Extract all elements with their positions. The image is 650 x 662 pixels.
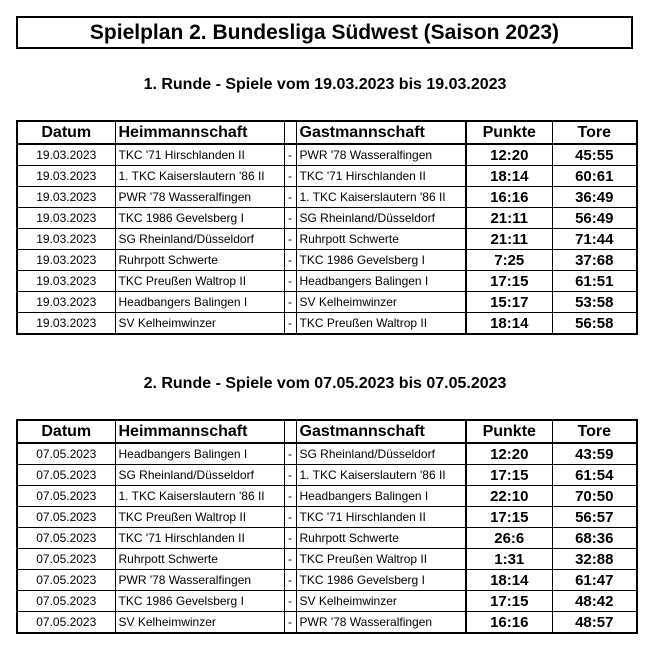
match-points: 17:15: [466, 271, 552, 292]
match-goals: 45:55: [552, 144, 637, 166]
away-team: TKC 1986 Gevelsberg I: [296, 250, 466, 271]
match-date: 07.05.2023: [17, 486, 115, 507]
away-team: Headbangers Balingen I: [296, 271, 466, 292]
match-date: 07.05.2023: [17, 612, 115, 634]
match-date: 19.03.2023: [17, 144, 115, 166]
away-team: TKC '71 Hirschlanden II: [296, 507, 466, 528]
separator: -: [284, 166, 296, 187]
separator: -: [284, 591, 296, 612]
header-datum: Datum: [17, 121, 115, 144]
away-team: Ruhrpott Schwerte: [296, 528, 466, 549]
table-row: [17, 313, 637, 335]
round-1-title: 1. Runde - Spiele vom 19.03.2023 bis 19.03.2023: [143, 76, 507, 93]
table-row: [17, 612, 637, 634]
header-gastmannschaft: Gastmannschaft: [296, 121, 466, 144]
header-gastmannschaft: Gastmannschaft: [296, 420, 466, 443]
away-team: SV Kelheimwinzer: [296, 292, 466, 313]
match-goals: 32:88: [552, 549, 637, 570]
match-date: 07.05.2023: [17, 465, 115, 486]
table-header-row: [17, 121, 637, 144]
table-header-row: [17, 420, 637, 443]
match-date: 19.03.2023: [17, 250, 115, 271]
home-team: SV Kelheimwinzer: [115, 612, 284, 634]
away-team: TKC '71 Hirschlanden II: [296, 166, 466, 187]
match-points: 18:14: [466, 166, 552, 187]
home-team: 1. TKC Kaiserslautern '86 II: [115, 486, 284, 507]
away-team: PWR '78 Wasseralfingen: [296, 144, 466, 166]
header-separator: [284, 420, 296, 443]
separator: -: [284, 144, 296, 166]
away-team: Headbangers Balingen I: [296, 486, 466, 507]
match-points: 21:11: [466, 229, 552, 250]
match-date: 07.05.2023: [17, 528, 115, 549]
home-team: SG Rheinland/Düsseldorf: [115, 465, 284, 486]
match-points: 17:15: [466, 591, 552, 612]
away-team: TKC Preußen Waltrop II: [296, 549, 466, 570]
table-row: [17, 486, 637, 507]
table-row: [17, 187, 637, 208]
home-team: TKC '71 Hirschlanden II: [115, 144, 284, 166]
separator: -: [284, 549, 296, 570]
match-date: 19.03.2023: [17, 208, 115, 229]
home-team: Ruhrpott Schwerte: [115, 250, 284, 271]
separator: -: [284, 528, 296, 549]
match-points: 26:6: [466, 528, 552, 549]
away-team: TKC 1986 Gevelsberg I: [296, 570, 466, 591]
match-points: 18:14: [466, 313, 552, 335]
match-goals: 68:36: [552, 528, 637, 549]
match-date: 19.03.2023: [17, 166, 115, 187]
separator: -: [284, 271, 296, 292]
match-points: 18:14: [466, 570, 552, 591]
table-row: [17, 166, 637, 187]
separator: -: [284, 570, 296, 591]
table-row: [17, 271, 637, 292]
match-points: 21:11: [466, 208, 552, 229]
away-team: 1. TKC Kaiserslautern '86 II: [296, 465, 466, 486]
table-row: [17, 507, 637, 528]
match-date: 19.03.2023: [17, 313, 115, 335]
match-goals: 56:57: [552, 507, 637, 528]
match-points: 17:15: [466, 507, 552, 528]
header-tore: Tore: [552, 121, 637, 144]
home-team: TKC Preußen Waltrop II: [115, 507, 284, 528]
page-title: Spielplan 2. Bundesliga Südwest (Saison 2023): [16, 16, 633, 49]
round-2-title: 2. Runde - Spiele vom 07.05.2023 bis 07.05.2023: [143, 375, 507, 392]
away-team: SG Rheinland/Düsseldorf: [296, 208, 466, 229]
away-team: SG Rheinland/Düsseldorf: [296, 443, 466, 465]
match-goals: 61:51: [552, 271, 637, 292]
separator: -: [284, 313, 296, 335]
match-date: 07.05.2023: [17, 443, 115, 465]
away-team: 1. TKC Kaiserslautern '86 II: [296, 187, 466, 208]
match-goals: 61:47: [552, 570, 637, 591]
match-goals: 56:49: [552, 208, 637, 229]
separator: -: [284, 187, 296, 208]
match-goals: 53:58: [552, 292, 637, 313]
match-goals: 48:42: [552, 591, 637, 612]
match-goals: 56:58: [552, 313, 637, 335]
table-row: [17, 229, 637, 250]
header-punkte: Punkte: [466, 121, 552, 144]
round-1-table: [16, 120, 638, 335]
match-points: 22:10: [466, 486, 552, 507]
match-goals: 71:44: [552, 229, 637, 250]
table-row: [17, 591, 637, 612]
match-points: 1:31: [466, 549, 552, 570]
header-heimmannschaft: Heimmannschaft: [115, 420, 284, 443]
match-date: 07.05.2023: [17, 507, 115, 528]
home-team: SV Kelheimwinzer: [115, 313, 284, 335]
separator: -: [284, 443, 296, 465]
separator: -: [284, 250, 296, 271]
match-points: 15:17: [466, 292, 552, 313]
home-team: Headbangers Balingen I: [115, 292, 284, 313]
match-date: 19.03.2023: [17, 229, 115, 250]
match-date: 19.03.2023: [17, 187, 115, 208]
match-goals: 60:61: [552, 166, 637, 187]
round-2-table: [16, 419, 638, 634]
match-goals: 37:68: [552, 250, 637, 271]
home-team: TKC 1986 Gevelsberg I: [115, 208, 284, 229]
table-row: [17, 549, 637, 570]
home-team: PWR '78 Wasseralfingen: [115, 187, 284, 208]
match-points: 16:16: [466, 612, 552, 634]
away-team: PWR '78 Wasseralfingen: [296, 612, 466, 634]
match-goals: 70:50: [552, 486, 637, 507]
home-team: TKC Preußen Waltrop II: [115, 271, 284, 292]
match-date: 07.05.2023: [17, 591, 115, 612]
table-row: [17, 443, 637, 465]
match-date: 07.05.2023: [17, 570, 115, 591]
header-punkte: Punkte: [466, 420, 552, 443]
match-date: 07.05.2023: [17, 549, 115, 570]
match-points: 12:20: [466, 144, 552, 166]
match-points: 17:15: [466, 465, 552, 486]
match-points: 7:25: [466, 250, 552, 271]
home-team: PWR '78 Wasseralfingen: [115, 570, 284, 591]
match-goals: 48:57: [552, 612, 637, 634]
table-row: [17, 250, 637, 271]
home-team: 1. TKC Kaiserslautern '86 II: [115, 166, 284, 187]
separator: -: [284, 486, 296, 507]
table-row: [17, 292, 637, 313]
match-date: 19.03.2023: [17, 271, 115, 292]
header-tore: Tore: [552, 420, 637, 443]
match-goals: 61:54: [552, 465, 637, 486]
table-row: [17, 144, 637, 166]
home-team: SG Rheinland/Düsseldorf: [115, 229, 284, 250]
separator: -: [284, 292, 296, 313]
separator: -: [284, 612, 296, 634]
table-row: [17, 208, 637, 229]
separator: -: [284, 229, 296, 250]
table-row: [17, 465, 637, 486]
separator: -: [284, 465, 296, 486]
table-row: [17, 528, 637, 549]
match-points: 16:16: [466, 187, 552, 208]
separator: -: [284, 208, 296, 229]
match-goals: 36:49: [552, 187, 637, 208]
separator: -: [284, 507, 296, 528]
home-team: TKC '71 Hirschlanden II: [115, 528, 284, 549]
match-points: 12:20: [466, 443, 552, 465]
home-team: Ruhrpott Schwerte: [115, 549, 284, 570]
table-row: [17, 570, 637, 591]
home-team: TKC 1986 Gevelsberg I: [115, 591, 284, 612]
away-team: Ruhrpott Schwerte: [296, 229, 466, 250]
away-team: TKC Preußen Waltrop II: [296, 313, 466, 335]
match-date: 19.03.2023: [17, 292, 115, 313]
match-goals: 43:59: [552, 443, 637, 465]
header-datum: Datum: [17, 420, 115, 443]
home-team: Headbangers Balingen I: [115, 443, 284, 465]
away-team: SV Kelheimwinzer: [296, 591, 466, 612]
header-heimmannschaft: Heimmannschaft: [115, 121, 284, 144]
header-separator: [284, 121, 296, 144]
